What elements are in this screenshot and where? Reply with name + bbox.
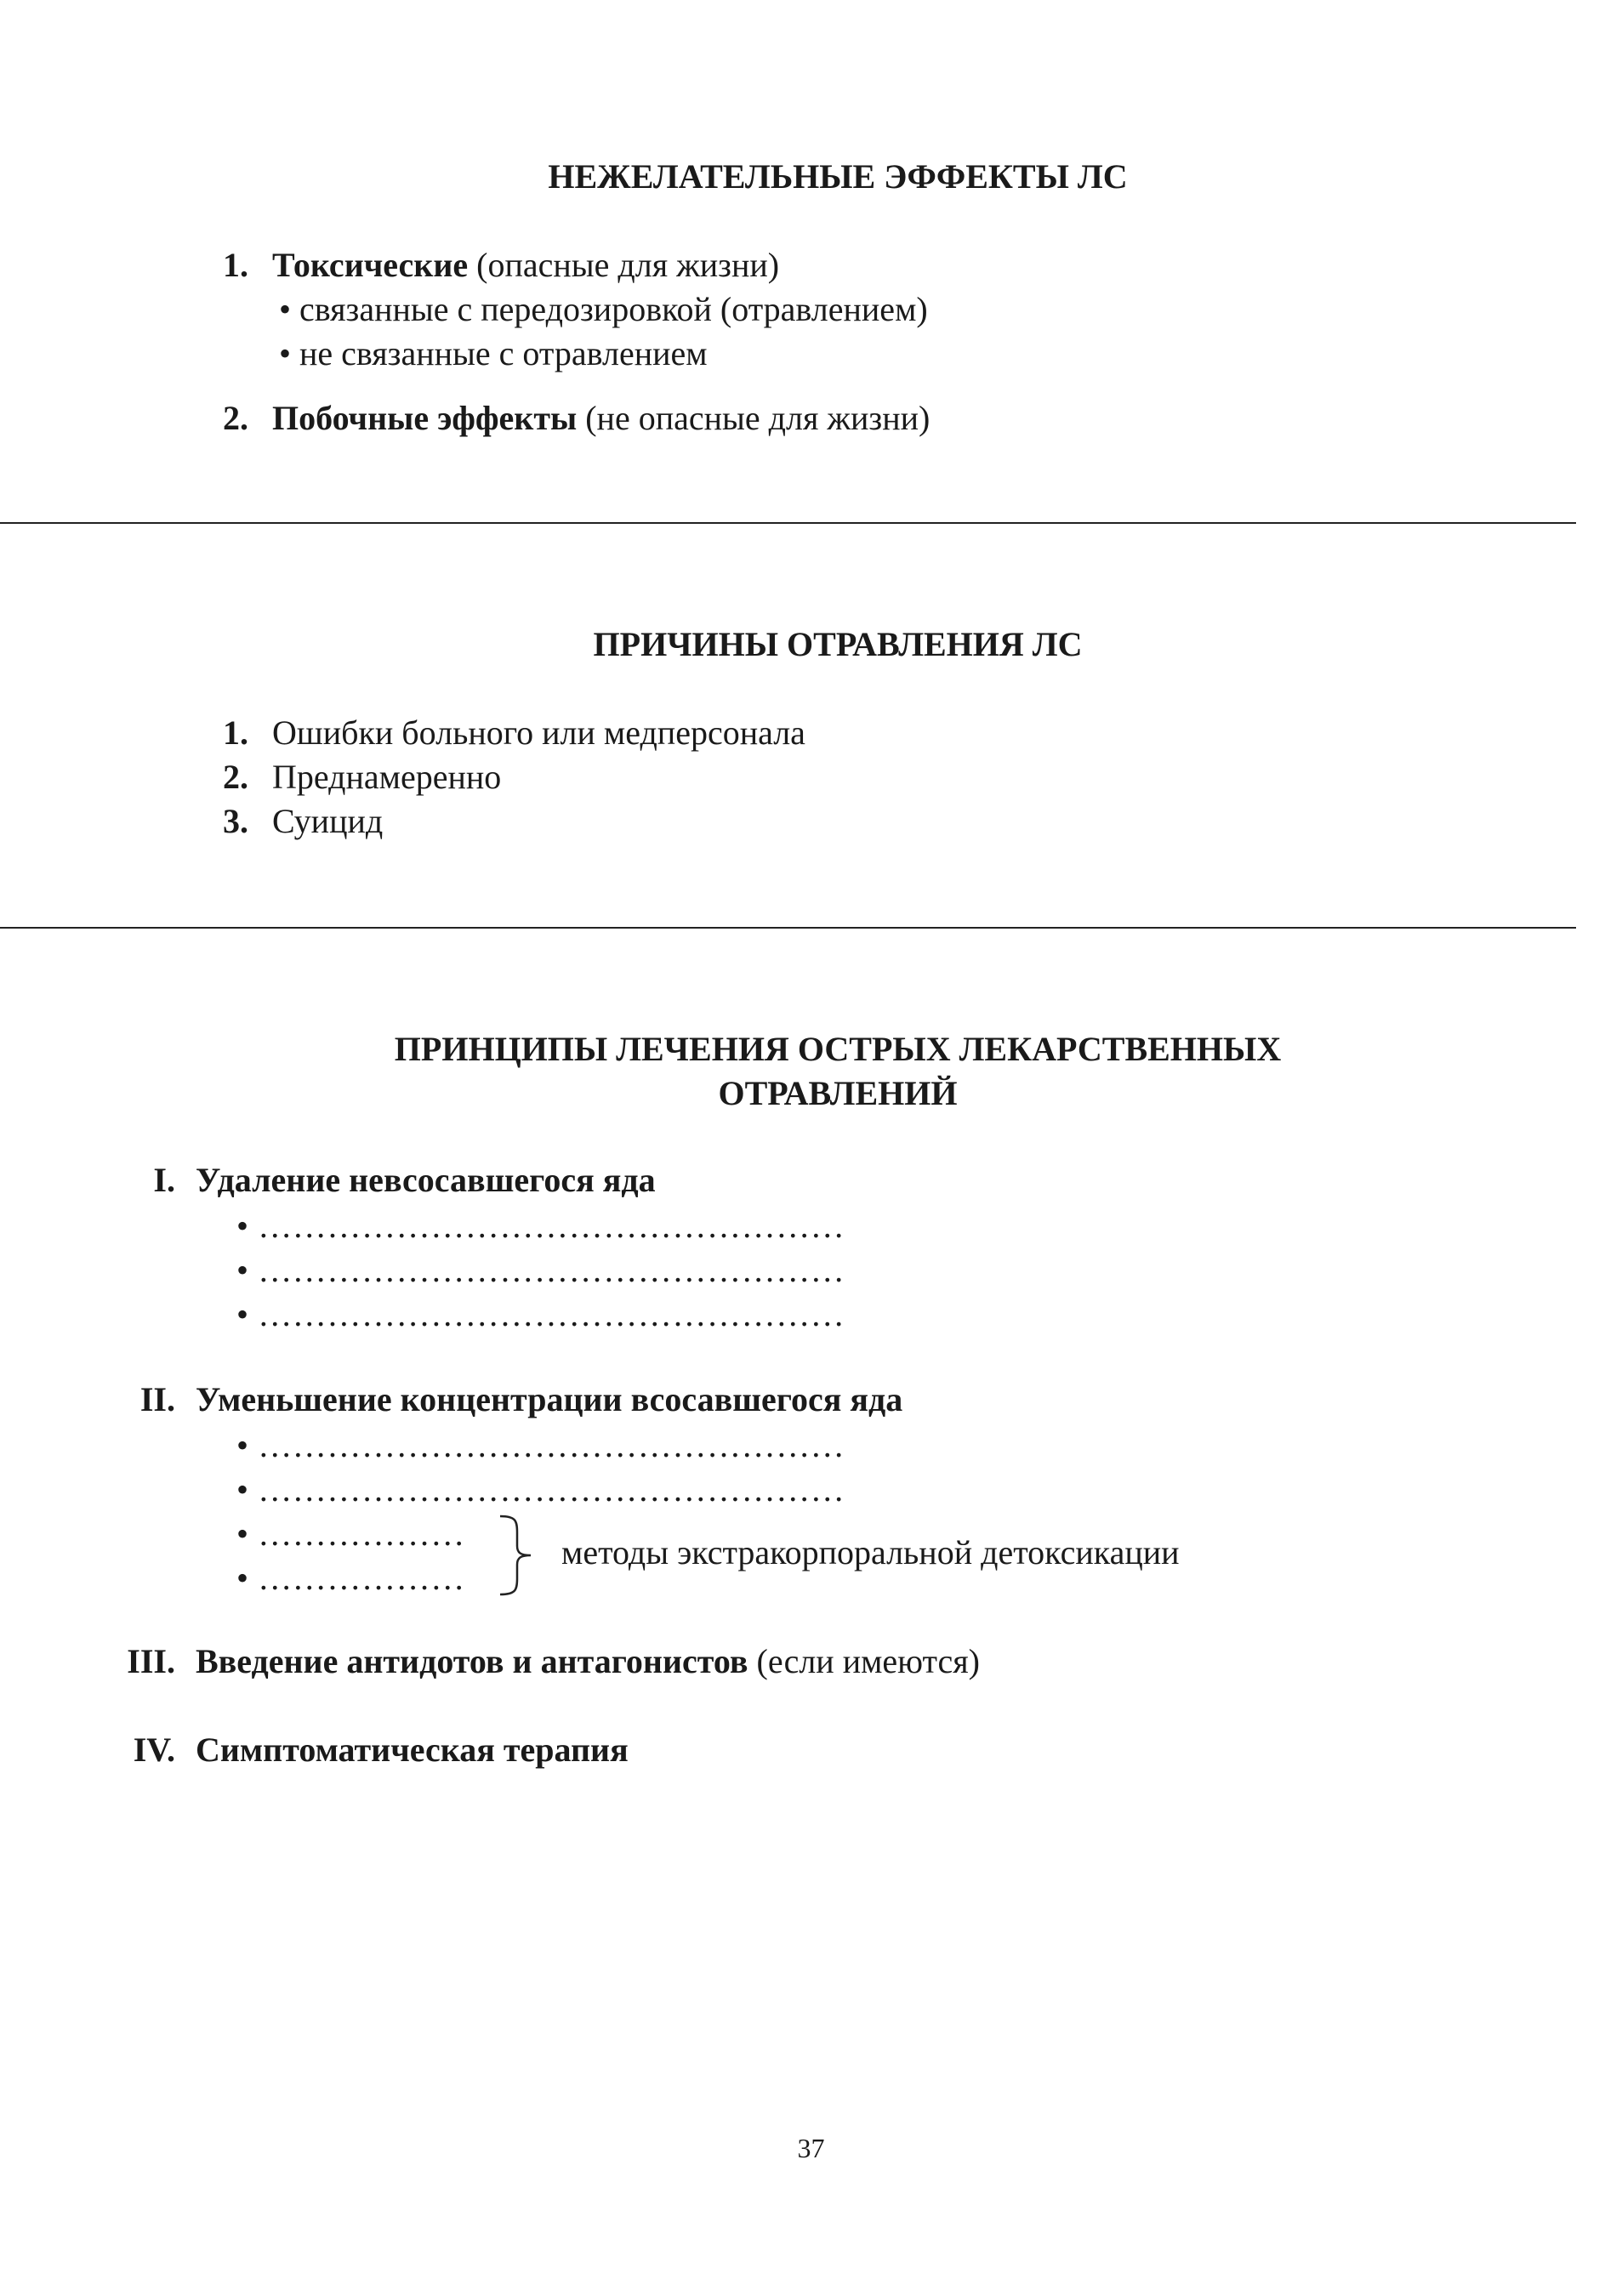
roman-item-concentration	[102, 1379, 902, 1419]
page-number: 37	[797, 2133, 825, 2163]
list-item-side-effects	[223, 398, 930, 438]
blank-line: • ……………………………………………	[236, 1470, 845, 1509]
horizontal-rule	[0, 927, 1576, 929]
item-text: Преднамеренно	[272, 758, 502, 796]
roman-numeral: III.	[127, 1642, 175, 1680]
list-item-toxic	[223, 245, 779, 285]
blank-line: • ……………………………………………	[236, 1426, 845, 1464]
roman-numeral: IV.	[133, 1731, 175, 1769]
item-heading: Удаление невсосавшегося яда	[196, 1161, 656, 1199]
item-heading: Симптоматическая терапия	[196, 1731, 629, 1769]
sub-bullet: • связанные с передозировкой (отравлением)	[279, 290, 928, 328]
item-number: 3.	[223, 802, 248, 840]
brace-label: методы экстракорпоральной детоксикации	[561, 1533, 1180, 1571]
section-title-poisoning-causes: ПРИЧИНЫ ОТРАВЛЕНИЯ ЛС	[593, 625, 1083, 663]
item-heading: Токсические	[272, 246, 469, 284]
item-text: Суицид	[272, 802, 384, 840]
item-number: 1.	[223, 246, 248, 284]
list-item	[223, 801, 383, 841]
section-title-side-effects: НЕЖЕЛАТЕЛЬНЫЕ ЭФФЕКТЫ ЛС	[548, 157, 1128, 196]
item-note: (опасные для жизни)	[468, 246, 780, 284]
item-text: Ошибки больного или медперсонала	[272, 713, 805, 752]
blank-line: • ………………	[236, 1559, 465, 1597]
item-number: 1.	[223, 713, 248, 752]
blank-line: • ………………	[236, 1515, 465, 1553]
item-heading: Побочные эффекты	[272, 399, 578, 437]
roman-item-symptomatic	[102, 1730, 629, 1770]
list-item	[223, 757, 501, 797]
item-heading: Уменьшение концентрации всосавшегося яда	[196, 1380, 903, 1418]
curly-brace-icon	[497, 1514, 538, 1597]
blank-line: • ……………………………………………	[236, 1251, 845, 1289]
item-note: (не опасные для жизни)	[577, 399, 931, 437]
section-title-treatment-line2: ОТРАВЛЕНИЙ	[718, 1074, 958, 1112]
list-item	[223, 713, 805, 753]
horizontal-rule	[0, 522, 1576, 524]
item-number: 2.	[223, 758, 248, 796]
roman-item-removal	[102, 1160, 656, 1200]
sub-bullet: • не связанные с отравлением	[279, 334, 708, 372]
item-note: (если имеются)	[748, 1642, 980, 1680]
blank-line: • ……………………………………………	[236, 1295, 845, 1333]
section-title-treatment-line1: ПРИНЦИПЫ ЛЕЧЕНИЯ ОСТРЫХ ЛЕКАРСТВЕННЫХ	[394, 1030, 1282, 1068]
roman-numeral: I.	[153, 1161, 175, 1199]
roman-numeral: II.	[139, 1380, 175, 1418]
blank-line: • ……………………………………………	[236, 1207, 845, 1245]
item-heading: Введение антидотов и антагонистов	[196, 1642, 748, 1680]
roman-item-antidotes	[102, 1641, 980, 1681]
item-number: 2.	[223, 399, 248, 437]
